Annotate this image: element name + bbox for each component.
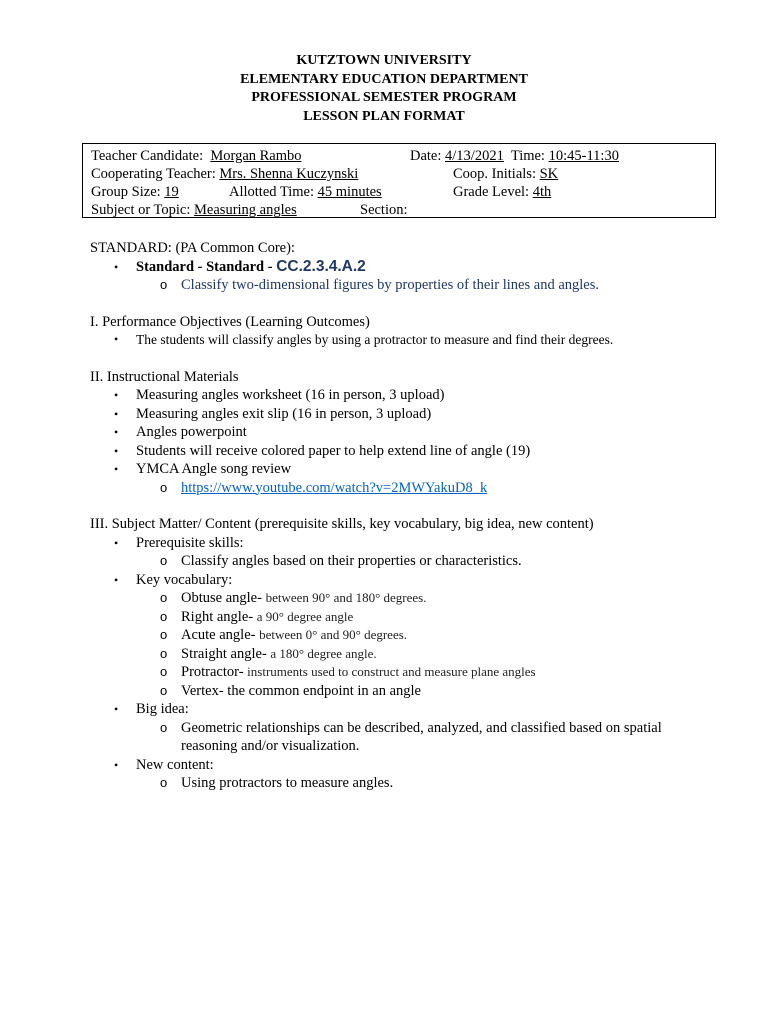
youtube-link[interactable]: https://www.youtube.com/watch?v=2MWYakuD8_k bbox=[181, 479, 488, 496]
sub-bullet-icon: o bbox=[160, 627, 168, 642]
vocab-term: Right angle- bbox=[181, 608, 254, 625]
standard-description: Classify two-dimensional figures by properties of their lines and angles. bbox=[181, 277, 599, 293]
grade-level-value: 4th bbox=[532, 184, 552, 200]
vocab-definition: between 90° and 180° degrees. bbox=[265, 590, 427, 605]
vocab-term: Vertex- bbox=[181, 682, 224, 699]
document-title: LESSON PLAN FORMAT bbox=[303, 108, 465, 124]
sub-bullet-icon: o bbox=[160, 479, 168, 495]
material-item bbox=[90, 423, 710, 442]
bullet-icon: • bbox=[114, 535, 119, 550]
standard-prefix: Standard - Standard - bbox=[136, 258, 273, 275]
group-size-row bbox=[91, 183, 179, 202]
lesson-body bbox=[90, 239, 710, 793]
coop-initials-row bbox=[453, 165, 558, 184]
new-content-label: New content: bbox=[136, 756, 214, 773]
new-content-text: Using protractors to measure angles. bbox=[181, 775, 394, 791]
material-text: YMCA Angle song review bbox=[136, 461, 292, 477]
subject-topic-label: Subject or Topic: bbox=[91, 202, 191, 218]
allotted-time-row bbox=[229, 183, 382, 202]
teacher-candidate-label: Teacher Candidate: bbox=[91, 148, 204, 164]
teacher-candidate-value: Morgan Rambo bbox=[210, 148, 302, 164]
vocab-term-item bbox=[90, 682, 710, 701]
vocab-term-item bbox=[90, 645, 710, 664]
materials-heading: II. Instructional Materials bbox=[90, 368, 239, 385]
program-name: PROFESSIONAL SEMESTER PROGRAM bbox=[251, 90, 517, 105]
coop-initials-label: Coop. Initials: bbox=[453, 166, 536, 182]
time-value: 10:45-11:30 bbox=[548, 148, 619, 164]
cooperating-teacher-row bbox=[91, 165, 358, 184]
grade-level-row bbox=[453, 183, 551, 202]
material-item bbox=[90, 405, 710, 424]
objective-item bbox=[90, 331, 646, 350]
coop-initials-value: SK bbox=[539, 166, 559, 182]
date-value: 4/13/2021 bbox=[445, 148, 504, 164]
allotted-time-value: 45 minutes bbox=[317, 184, 382, 200]
time-label: Time: bbox=[510, 148, 545, 164]
objective-text: The students will classify angles by using a protractor to measure and find their degrees. bbox=[136, 332, 614, 347]
vocab-term-item bbox=[90, 626, 710, 645]
university-name: KUTZTOWN UNIVERSITY bbox=[296, 53, 472, 68]
group-size-value: 19 bbox=[164, 184, 179, 200]
vocab-term-item bbox=[90, 589, 710, 608]
sub-bullet-icon: o bbox=[160, 775, 168, 790]
bullet-icon: • bbox=[114, 332, 119, 346]
subject-topic-row bbox=[91, 201, 297, 220]
bullet-icon: • bbox=[114, 388, 119, 402]
new-content-sub-item bbox=[90, 774, 710, 793]
sub-bullet-icon: o bbox=[160, 682, 168, 698]
vocab-definition: instruments used to construct and measure plane angles bbox=[247, 664, 536, 679]
material-item bbox=[90, 442, 710, 461]
standard-heading: STANDARD: (PA Common Core): bbox=[90, 240, 295, 256]
big-idea-sub-item bbox=[90, 719, 671, 756]
bullet-icon: • bbox=[114, 572, 119, 587]
bullet-icon: • bbox=[114, 757, 119, 772]
prereq-sub-item bbox=[90, 552, 710, 571]
standard-code: CC.2.3.4.A.2 bbox=[276, 257, 366, 275]
prereq-item bbox=[90, 534, 710, 553]
sub-bullet-icon: o bbox=[160, 590, 168, 605]
sub-bullet-icon: o bbox=[160, 719, 168, 735]
sub-bullet-icon: o bbox=[160, 553, 168, 568]
bullet-icon: • bbox=[114, 406, 119, 421]
allotted-time-label: Allotted Time: bbox=[229, 184, 315, 200]
bullet-icon: • bbox=[114, 425, 119, 439]
date-time-row bbox=[410, 147, 619, 166]
grade-level-label: Grade Level: bbox=[453, 184, 530, 200]
bullet-icon: • bbox=[114, 443, 119, 458]
big-idea-item bbox=[90, 700, 710, 719]
material-text: Angles powerpoint bbox=[136, 424, 247, 440]
material-item bbox=[90, 386, 710, 405]
vocab-definition: a 180° degree angle. bbox=[270, 645, 377, 661]
sub-bullet-icon: o bbox=[160, 645, 168, 661]
subject-topic-value: Measuring angles bbox=[194, 202, 297, 218]
lesson-info-box bbox=[82, 143, 716, 218]
prereq-text: Classify angles based on their properties or characteristics. bbox=[181, 553, 522, 569]
sub-bullet-icon: o bbox=[160, 664, 168, 679]
vocab-item bbox=[90, 571, 710, 590]
sub-bullet-icon: o bbox=[160, 608, 168, 624]
vocab-term: Protractor- bbox=[181, 664, 244, 680]
prereq-label: Prerequisite skills: bbox=[136, 534, 244, 551]
sub-bullet-icon: o bbox=[160, 277, 168, 292]
bullet-icon: • bbox=[114, 702, 119, 716]
material-text: Measuring angles worksheet (16 in person, 3 upload) bbox=[136, 387, 445, 403]
department-name: ELEMENTARY EDUCATION DEPARTMENT bbox=[240, 71, 528, 87]
section-label: Section: bbox=[360, 202, 408, 218]
big-idea-label: Big idea: bbox=[136, 701, 189, 717]
youtube-link-item bbox=[90, 479, 710, 498]
cooperating-teacher-label: Cooperating Teacher: bbox=[91, 166, 216, 182]
vocab-term: Acute angle- bbox=[181, 627, 256, 643]
bullet-icon: • bbox=[114, 462, 119, 476]
objectives-heading: I. Performance Objectives (Learning Outcomes) bbox=[90, 313, 370, 330]
bullet-icon: • bbox=[114, 259, 119, 274]
new-content-item bbox=[90, 756, 710, 775]
subject-matter-heading: III. Subject Matter/ Content (prerequisite skills, key vocabulary, big idea, new content) bbox=[90, 516, 594, 532]
teacher-candidate-row bbox=[91, 147, 302, 166]
vocab-label: Key vocabulary: bbox=[136, 571, 233, 588]
date-label: Date: bbox=[410, 148, 442, 164]
big-idea-text: Geometric relationships can be described, analyzed, and classified based on spatial reasoning and/or visualization. bbox=[181, 719, 662, 754]
cooperating-teacher-value: Mrs. Shenna Kuczynski bbox=[219, 166, 359, 182]
document-header bbox=[0, 52, 768, 126]
vocab-term-item bbox=[90, 608, 710, 627]
material-text: Measuring angles exit slip (16 in person, 3 upload) bbox=[136, 405, 432, 422]
vocab-definition: the common endpoint in an angle bbox=[227, 682, 421, 699]
vocab-term: Obtuse angle- bbox=[181, 590, 262, 606]
material-item bbox=[90, 460, 710, 479]
vocab-term: Straight angle- bbox=[181, 645, 267, 662]
group-size-label: Group Size: bbox=[91, 184, 161, 200]
vocab-definition: between 0° and 90° degrees. bbox=[259, 627, 408, 642]
material-text: Students will receive colored paper to help extend line of angle (19) bbox=[136, 442, 531, 459]
standard-item bbox=[90, 258, 710, 277]
vocab-term-item bbox=[90, 663, 710, 682]
vocab-definition: a 90° degree angle bbox=[256, 608, 354, 624]
standard-description-item bbox=[90, 276, 710, 295]
